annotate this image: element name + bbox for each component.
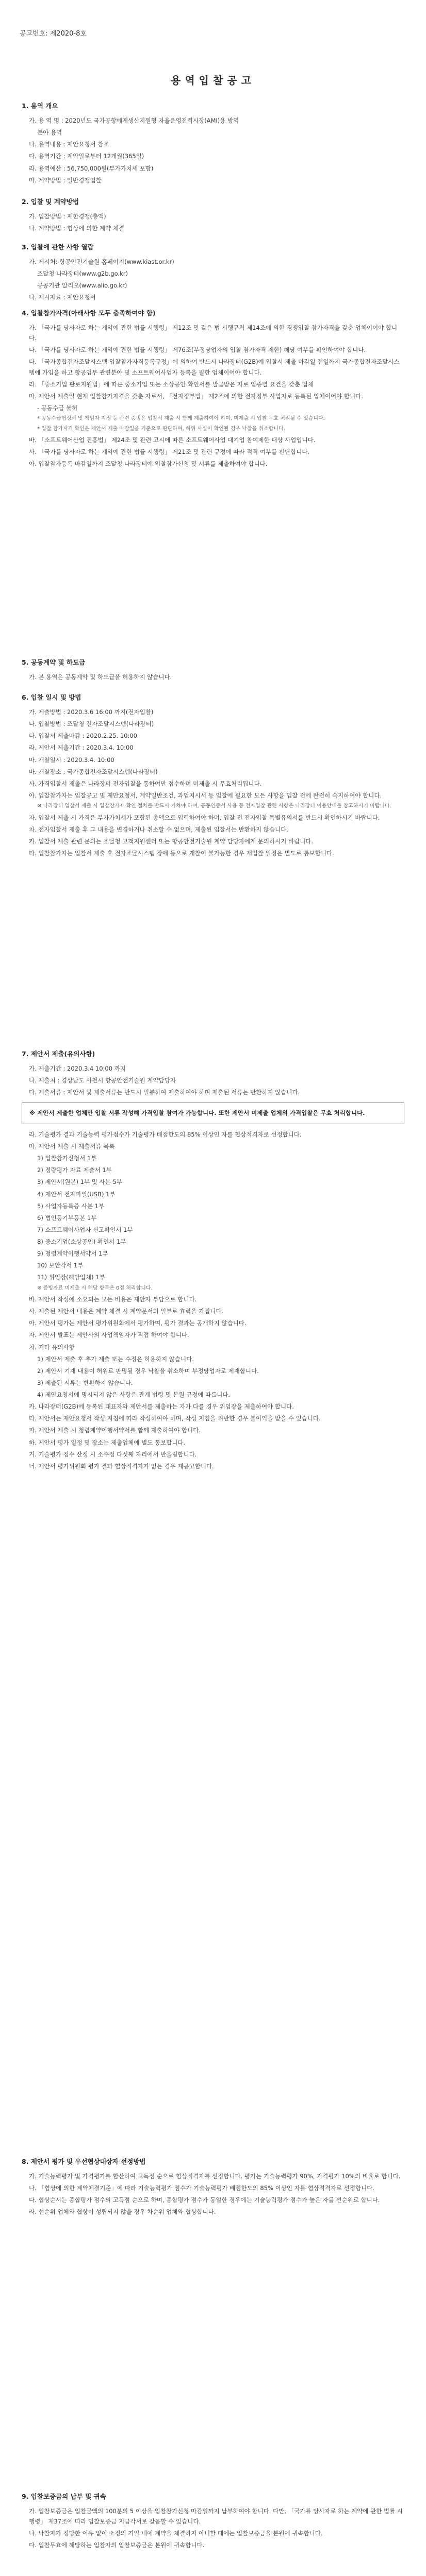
section-2 xyxy=(22,197,404,235)
section-line: 다. 협상순서는 종합평가 점수의 고득점 순으로 하며, 종합평가 점수가 동일한 경우에는 기술능력평가 점수가 높은 자를 선순위로 합니다. xyxy=(29,2196,380,2204)
section-line: 다. 「국가종합전자조달시스템 입찰참가자격등록규정」에 의하여 반드시 나라장터(G2B)에 입찰서 제출 마감일 전일까지 국가종합전자조달시스템에 가입을 하고 항공업무 관련분야 및 소프트웨어사업자 등록을 필한 업체이어야 합니다. xyxy=(29,358,400,376)
section-line: 라. 제안서 제출기간 : 2020.3.4. 10:00 xyxy=(29,744,134,752)
section-line: * 공동수급협정서 및 책임자 지정 등 관련 증빙은 입찰서 제출 시 함께 제출하여야 하며, 미제출 시 입찰 무효 처리될 수 있습니다. xyxy=(37,416,325,421)
section-line: * 입찰 참가자격 확인은 제안서 제출 마감일을 기준으로 판단하며, 허위 사실이 확인될 경우 낙찰을 취소합니다. xyxy=(37,426,285,432)
section-line: 차. 기타 유의사항 xyxy=(29,1343,75,1351)
section-line: 차. 전자입찰서 제출 후 그 내용을 변경하거나 취소할 수 없으며, 제출된 입찰서는 반환하지 않습니다. xyxy=(29,825,288,833)
notice-box xyxy=(22,1103,404,1124)
section-line: 라. 용역예산 : 56,750,000원(부가가치세 포함) xyxy=(29,164,154,172)
section-line: 나. 「협상에 의한 계약체결기준」에 따라 기술능력평가 점수가 기술능력평가 배점한도의 85% 이상인 자를 협상적격자로 선정합니다. xyxy=(29,2184,374,2192)
section-line: 3) 제출된 서류는 반환하지 않습니다. xyxy=(37,1379,133,1386)
section-line: 4) 제안서 전자파일(USB) 1부 xyxy=(37,1190,116,1198)
section-line: 다. 입찰무효에 해당하는 입찰자의 입찰보증금은 본원에 귀속합니다. xyxy=(29,2541,205,2549)
section-line: 아. 입찰참가등록 마감일까지 조달청 나라장터에 입찰참가신청 및 서류를 제출하여야 합니다. xyxy=(29,460,268,468)
section-line: 사. 가격입찰서 제출은 나라장터 전자입찰을 통하여만 접수하며 미제출 시 무효처리됩니다. xyxy=(29,779,262,787)
section-9 xyxy=(22,2492,404,2552)
section-line: 너. 제안서 평가위원회 평가 결과 협상적격자가 없는 경우 재공고합니다. xyxy=(29,1462,214,1470)
section-heading: 3. 입찰에 관한 사항 열람 xyxy=(22,243,94,251)
section-line: 아. 제안서 평가는 제안서 평가위원회에서 평가하며, 평가 결과는 공개하지 않습니다. xyxy=(29,1319,247,1327)
section-line: 나. 「국가를 당사자로 하는 계약에 관한 법률 시행령」 제76조(부정당업자의 입찰 참가자격 제한) 해당 여부를 확인하여야 합니다. xyxy=(29,346,366,354)
section-line: 2) 정량평가 자료 제출서 1부 xyxy=(37,1166,112,1174)
section-line: 파. 제안서 제출 시 청렴계약이행서약서를 함께 제출하여야 합니다. xyxy=(29,1427,201,1434)
section-line: 카. 입찰서 제출 관련 문의는 조달청 고객지원센터 또는 항공안전기술원 계약 담당자에게 문의하시기 바랍니다. xyxy=(29,837,314,845)
section-line: 가. 제출기간 : 2020.3.4 10:00 까지 xyxy=(29,1065,126,1072)
section-line: 다. 용역기간 : 계약일로부터 12개월(365일) xyxy=(29,152,144,160)
section-line: 공공기관 알리오(www.alio.go.kr) xyxy=(37,282,127,290)
section-line: 마. 계약방법 : 일반경쟁입찰 xyxy=(29,176,102,184)
section-line: 2) 제안서 기재 내용이 허위로 판명될 경우 낙찰을 취소하며 부정당업자로 제재합니다. xyxy=(37,1367,259,1375)
section-line: 나. 낙찰자가 정당한 이유 없이 소정의 기일 내에 계약을 체결하지 아니할 때에는 입찰보증금을 본원에 귀속합니다. xyxy=(29,2530,323,2537)
section-1 xyxy=(22,101,404,187)
section-line: 사. 제출된 제안서 내용은 계약 체결 시 계약문서의 일부로 효력을 가집니다. xyxy=(29,1308,224,1315)
section-6 xyxy=(22,692,404,860)
page-title: 용역입찰공고 xyxy=(171,74,255,87)
section-line: 바. 「소프트웨어산업 진흥법」 제24조 및 관련 고시에 따른 소프트웨어사업 대기업 참여제한 대상 사업입니다. xyxy=(29,436,316,444)
section-line: 마. 제안서 제출 시 제출서류 목록 xyxy=(29,1143,115,1150)
section-7 xyxy=(22,1049,404,1473)
section-line: 라. 기술평가 결과 기술능력 평가점수가 기술평가 배점한도의 85% 이상인 자를 협상적격자로 선정합니다. xyxy=(29,1130,302,1138)
section-line: 나. 입찰방법 : 조달청 전자조달시스템(나라장터) xyxy=(29,720,154,728)
section-line: 나. 용역내용 : 제안요청서 참조 xyxy=(29,141,109,148)
section-3 xyxy=(22,242,404,304)
section-line: 10) 보안각서 1부 xyxy=(37,1262,84,1269)
section-line: 5) 사업자등록증 사본 1부 xyxy=(37,1202,105,1210)
section-heading: 2. 입찰 및 계약방법 xyxy=(22,198,79,206)
section-heading: 9. 입찰보증금의 납부 및 귀속 xyxy=(22,2493,106,2500)
section-8 xyxy=(22,2157,404,2219)
section-line: 가. 입찰보증금은 입찰금액의 100분의 5 이상을 입찰참가신청 마감일까지 납부하여야 합니다. 다만, 「국가를 당사자로 하는 계약에 관한 법률 시행령」 제37조에 따라 입찰보증금 지급각서로 갈음할 수 있습니다. xyxy=(29,2507,403,2526)
notice-number: 공고번호: 제2020-8호 xyxy=(20,30,87,38)
section-line: 조달청 나라장터(www.g2b.go.kr) xyxy=(37,270,128,278)
section-heading: 4. 입찰참가자격(아래사항 모두 충족하여야 함) xyxy=(22,309,156,317)
notice-box-text: ※ 제안서 제출한 업체만 입찰 서류 작성해 가격입찰 참여가 가능합니다. 또한 제안서 미제출 업체의 가격입찰은 무효 처리합니다. xyxy=(29,1109,365,1117)
section-4 xyxy=(22,308,404,470)
section-line: 바. 제안서 작성에 소요되는 모든 비용은 제안자 부담으로 합니다. xyxy=(29,1296,197,1303)
section-line: 아. 입찰참가자는 입찰공고 및 제안요청서, 계약일반조건, 과업지시서 등 입찰에 필요한 모든 사항을 입찰 전에 완전히 숙지하여야 합니다. xyxy=(29,791,382,799)
section-line: 9) 청렴계약이행서약서 1부 xyxy=(37,1250,108,1258)
section-line: 3) 제안서(원본) 1부 및 사본 5부 xyxy=(37,1178,122,1186)
section-line: 카. 나라장터(G2B)에 등록된 대표자와 제안서를 제출하는 자가 다를 경우 위임장을 제출하여야 합니다. xyxy=(29,1403,294,1411)
section-heading: 6. 입찰 일시 및 방법 xyxy=(22,693,81,701)
section-line: 가. 기술능력평가 및 가격평가를 합산하여 고득점 순으로 협상적격자를 선정합니다. 평가는 기술능력평가 90%, 가격평가 10%의 비율로 합니다. xyxy=(29,2173,401,2180)
section-line: 라. 선순위 업체와 협상이 성립되지 않을 경우 차순위 업체와 협상합니다. xyxy=(29,2208,216,2216)
section-line: 가. 용 역 명 : 2020년도 국가공항에게생산지원형 자율운영전력시장(AMI)용 방역 xyxy=(29,117,239,124)
section-line: 라. 「중소기업 판로지원법」에 따른 중소기업 또는 소상공인 확인서를 발급받은 자로 업종별 요건을 갖춘 업체 xyxy=(29,380,314,388)
section-line: 타. 입찰참가자는 입찰서 제출 후 전자조달시스템 장애 등으로 개찰이 불가능한 경우 재입찰 일정은 별도로 통보합니다. xyxy=(29,849,334,857)
section-heading: 5. 공동계약 및 하도급 xyxy=(22,658,86,666)
section-line: 마. 개찰일시 : 2020.3.4. 10:00 xyxy=(29,756,114,764)
section-5 xyxy=(22,657,404,684)
section-line: 가. 입찰방법 : 제한경쟁(총액) xyxy=(29,213,106,220)
section-line: 4) 제안요청서에 명시되지 않은 사항은 관계 법령 및 본원 규정에 따릅니다. xyxy=(37,1391,231,1399)
section-line: 마. 제안서 제출일 현재 입찰참가자격을 갖춘 자로서, 「전자정부법」 제2조에 의한 전자정부 사업자로 등록된 업체이어야 합니다. xyxy=(29,392,363,400)
section-line: 8) 중소기업(소상공인) 확인서 1부 xyxy=(37,1238,126,1246)
section-line: 가. 제시처: 항공안전기술원 홈페이지(www.kiast.or.kr) xyxy=(29,258,174,265)
section-line: 타. 제안서는 제안요청서 작성 지침에 따라 작성하여야 하며, 작성 지침을 위반한 경우 불이익을 받을 수 있습니다. xyxy=(29,1415,321,1422)
section-line: 거. 기술평가 점수 산정 시 소수점 다섯째 자리에서 반올림합니다. xyxy=(29,1450,197,1458)
section-line: 다. 입찰서 제출마감 : 2020.2.25. 10:00 xyxy=(29,732,138,740)
section-line: 다. 제출서류 : 제안서 및 제출서류는 반드시 밀봉하여 제출하여야 하며 제출된 서류는 반환하지 않습니다. xyxy=(29,1089,300,1096)
section-line: 나. 제출처 : 경상남도 사천시 항공안전기술원 계약담당자 xyxy=(29,1077,176,1084)
section-line: 11) 위임장(해당업체) 1부 xyxy=(37,1274,105,1281)
section-line: 하. 제안서 평가 일정 및 장소는 제출업체에 별도 통보합니다. xyxy=(29,1438,186,1446)
section-line: 나. 계약방법 : 협상에 의한 계약 체결 xyxy=(29,225,124,232)
section-line: 분야 용역 xyxy=(37,129,62,137)
section-line: 자. 입찰서 제출 시 가격은 부가가치세가 포함된 총액으로 입력하여야 하며, 입찰 전 전자입찰 특별유의서를 반드시 확인하시기 바랍니다. xyxy=(29,814,380,821)
section-line: 사. 「국가를 당사자로 하는 계약에 관한 법률 시행령」 제21조 및 관련 규정에 따라 적격 여부를 판단합니다. xyxy=(29,448,310,456)
section-line: 바. 개찰장소 : 국가종합전자조달시스템(나라장터) xyxy=(29,768,158,775)
section-line: 가. 「국가를 당사자로 하는 계약에 관한 법률 시행령」 제12조 및 같은 법 시행규칙 제14조에 의한 경쟁입찰 참가자격을 갖춘 업체이어야 합니다. xyxy=(29,324,398,342)
section-heading: 1. 용역 개요 xyxy=(22,102,58,110)
section-line: 가. 본 용역은 공동계약 및 하도급을 허용하지 않습니다. xyxy=(29,673,172,681)
section-line: ※ 증빙자료 미제출 시 해당 항목은 0점 처리합니다. xyxy=(37,1285,153,1291)
section-line: 가. 제출방법 : 2020.3.6 16:00 까지(전자입찰) xyxy=(29,708,154,716)
section-line: 자. 제안서 발표는 제안사의 사업책임자가 직접 하여야 합니다. xyxy=(29,1331,189,1339)
section-heading: 7. 제안서 제출(유의사항) xyxy=(22,1050,95,1058)
section-line: 1) 제안서 제출 후 추가 제출 또는 수정은 허용하지 않습니다. xyxy=(37,1355,194,1363)
section-line: 6) 법인등기부등본 1부 xyxy=(37,1214,97,1222)
section-line: 1) 입찰참가신청서 1부 xyxy=(37,1155,97,1162)
section-line: 7) 소프트웨어사업자 신고확인서 1부 xyxy=(37,1226,133,1233)
section-line: ※ 나라장터 입찰서 제출 시 입찰참가자 확인 절차를 반드시 거쳐야 하며, 공동인증서 사용 등 전자입찰 관련 사항은 나라장터 이용안내를 참고하시기 바랍니다. xyxy=(37,803,391,809)
section-line: 나. 제시자료 : 제안요청서 xyxy=(29,294,96,301)
section-line: - 공동수급 불허 xyxy=(37,404,78,412)
section-heading: 8. 제안서 평가 및 우선협상대상자 선정방법 xyxy=(22,2158,146,2165)
